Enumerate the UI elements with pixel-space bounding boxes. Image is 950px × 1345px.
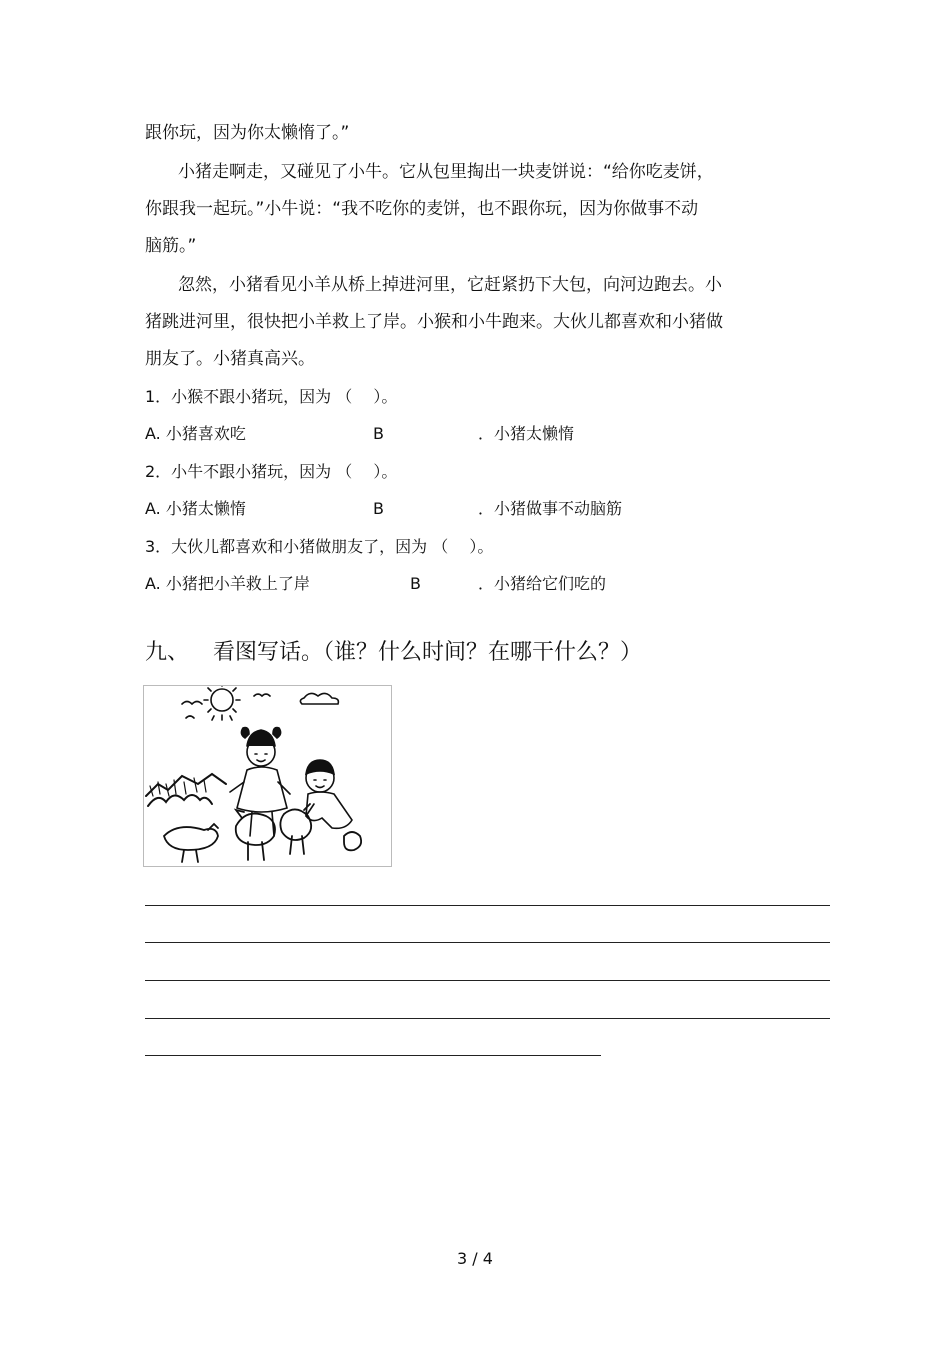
passage-line-4: 脑筋。” [145, 236, 197, 256]
section-9-heading [145, 638, 642, 668]
question-3-stem: 3．大伙儿都喜欢和小猪做朋友了，因为 （ ）。 [145, 537, 494, 556]
question-3-option-b: ．小猪给它们吃的 [478, 574, 607, 593]
sun-icon [204, 686, 240, 720]
question-3-option-a: A. 小猪把小羊救上了岸 [145, 574, 310, 593]
question-3-option-b-letter: B [410, 574, 421, 593]
question-2-option-a: A. 小猪太懒惰 [145, 499, 246, 518]
question-2-stem: 2．小牛不跟小猪玩，因为 （ ）。 [145, 462, 398, 481]
passage-line-6: 猪跳进河里，很快把小羊救上了岸。小猴和小牛跑来。大伙儿都喜欢和小猪做 [145, 312, 723, 332]
writing-line-2[interactable] [145, 942, 830, 943]
question-2-option-b: ．小猪做事不动脑筋 [478, 499, 623, 518]
question-1-option-b: ．小猪太懒惰 [478, 424, 575, 443]
cloud-icon [300, 693, 338, 704]
writing-line-3[interactable] [145, 980, 830, 981]
page-number: 3 / 4 [457, 1249, 493, 1268]
question-1-stem: 1．小猴不跟小猪玩，因为 （ ）。 [145, 387, 398, 406]
question-1-option-b-letter: B [373, 424, 384, 443]
section-9-number: 九、 [145, 640, 190, 665]
passage-line-2: 小猪走啊走，又碰见了小牛。它从包里掏出一块麦饼说：“给你吃麦饼， [178, 162, 714, 182]
question-1-option-a: A. 小猪喜欢吃 [145, 424, 246, 443]
writing-line-5[interactable] [145, 1055, 601, 1056]
passage-line-1: 跟你玩，因为你太懒惰了。” [145, 123, 350, 143]
writing-line-4[interactable] [145, 1018, 830, 1019]
passage-line-3: 你跟我一起玩。”小牛说：“我不吃你的麦饼，也不跟你玩，因为你做事不动 [145, 199, 699, 219]
question-2-option-b-letter: B [373, 499, 384, 518]
passage-line-7: 朋友了。小猪真高兴。 [145, 349, 315, 369]
children-feeding-chickens-illustration [143, 685, 392, 867]
section-9-title: 看图写话。（谁？什么时间？在哪干什么？） [213, 640, 643, 665]
passage-line-5: 忽然，小猪看见小羊从桥上掉进河里，它赶紧扔下大包，向河边跑去。小 [178, 275, 722, 295]
writing-line-1[interactable] [145, 905, 830, 906]
